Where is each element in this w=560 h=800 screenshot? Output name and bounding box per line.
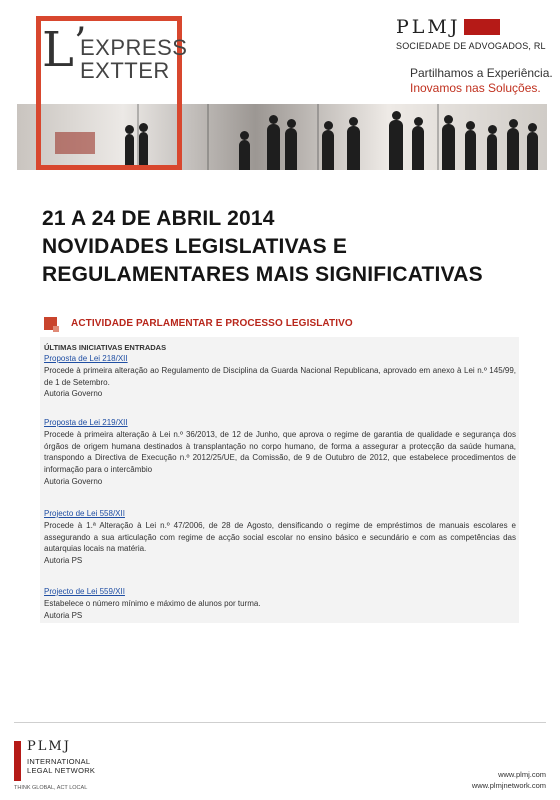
initiative-entry: [44, 417, 516, 488]
initiative-author: Autoria Governo: [44, 476, 103, 486]
section-heading: [44, 317, 353, 330]
initiative-description: Procede à primeira alteração à Lei n.º 36/2013, de 12 de Junho, que aprova o regime de garantia de qualidade e segurança dos órgãos de origem humana destinados à transplantação no corpo humano, de forma a assegurar a protecção da saúde humana, transpondo a Directiva de Execução n.º 2012/25/UE, da Comissão, de 9 de Outubro de 2012, que estabelece procedimentos de informação para o intercâmbio: [44, 429, 516, 475]
initiative-link[interactable]: Proposta de Lei 218/XII: [44, 354, 128, 363]
newsletter-header: [0, 0, 560, 172]
slogan-line-2: Inovamos nas Soluções.: [410, 81, 541, 95]
initiative-description: Procede à primeira alteração ao Regulamento de Disciplina da Guarda Nacional Republicana, aprovado em anexo à Lei n.º 145/99, de 1 de Setembro.: [44, 365, 516, 387]
footer-logo-bar-icon: [14, 741, 21, 781]
initiative-link[interactable]: Projecto de Lei 559/XII: [44, 587, 125, 596]
section-title: ACTIVIDADE PARLAMENTAR E PROCESSO LEGISLATIVO: [71, 318, 353, 329]
section-marker-icon: [44, 317, 57, 330]
footer-logo-line-1: INTERNATIONAL: [27, 757, 91, 766]
brand-name: PLMJ: [396, 16, 461, 38]
title-line-1: 21 A 24 DE ABRIL 2014: [42, 207, 275, 230]
initiatives-subheading: ÚLTIMAS INICIATIVAS ENTRADAS: [44, 343, 167, 352]
initiative-link[interactable]: Proposta de Lei 219/XII: [44, 418, 128, 427]
brand-red-square-icon: [464, 19, 500, 35]
slogan: [410, 66, 553, 95]
express-logo-letter: L’: [42, 20, 87, 78]
initiative-description: Procede à 1.ª Alteração à Lei n.º 47/2006, de 28 de Agosto, densificando o regime de empréstimos de manuais escolares e assegurando a sua articulação com regime de acção social escolar no ensino básico e secundário e com as competências das autarquias locais na matéria.: [44, 520, 516, 554]
footer-logo-line-2: LEGAL NETWORK: [27, 766, 96, 775]
title-line-2: NOVIDADES LEGISLATIVAS E: [42, 235, 348, 258]
plmj-brand: [396, 16, 546, 51]
express-logo-word-2: EXTTER: [80, 58, 170, 83]
express-logo-word-1: EXPRESS: [80, 35, 188, 60]
initiative-author: Autoria PS: [44, 556, 83, 566]
initiative-entry: [44, 586, 516, 621]
page-title: [42, 205, 522, 289]
initiative-entry: [44, 353, 516, 400]
slogan-line-1: Partilhamos a Experiência.: [410, 66, 553, 80]
initiative-entry: [44, 508, 516, 567]
initiative-author: Autoria PS: [44, 610, 83, 620]
footer-urls: [472, 769, 546, 791]
initiative-author: Autoria Governo: [44, 389, 103, 399]
footer-url-2[interactable]: www.plmjnetwork.com: [471, 781, 546, 790]
footer-logo-tagline: THINK GLOBAL, ACT LOCAL: [14, 785, 88, 791]
initiative-description: Estabelece o número mínimo e máximo de alunos por turma.: [44, 598, 261, 608]
title-line-3: REGULAMENTARES MAIS SIGNIFICATIVAS: [42, 263, 483, 286]
initiative-link[interactable]: Projecto de Lei 558/XII: [44, 509, 125, 518]
footer-url-1[interactable]: www.plmj.com: [498, 770, 546, 779]
footer-logo-name: PLMJ: [27, 739, 71, 754]
brand-subtitle: SOCIEDADE DE ADVOGADOS, RL: [396, 41, 546, 51]
footer-divider: [14, 722, 546, 723]
